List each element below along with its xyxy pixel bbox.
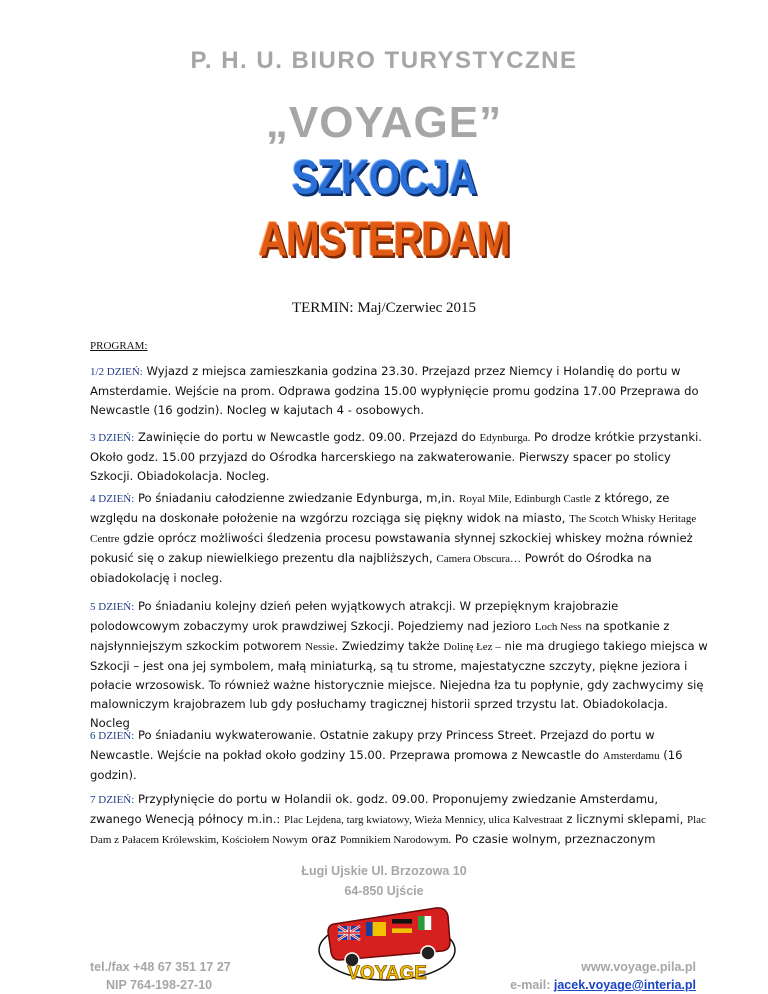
destination-scotland: SZKOCJA [291, 151, 477, 205]
place-name: The Scotch Whisky Heritage Centre [90, 513, 697, 545]
day-text: gdzie oprócz możliwości śledzenia procesu powstawania słynnej szkockiej whiskey można również pokusić się o zakup niewielkiego prezentu dla najbliższych, [90, 531, 693, 565]
program-heading: PROGRAM: [90, 340, 148, 352]
address-street: Ługi Ujskie Ul. Brzozowa 10 [301, 864, 467, 878]
day-label: 4 DZIEŃ: [90, 493, 135, 505]
day-label: 5 DZIEŃ: [90, 601, 135, 613]
day-1-2-description [90, 362, 708, 420]
place-name: Nessie [305, 641, 335, 653]
day-text: Po czasie wolnym, przeznaczonym [451, 832, 656, 846]
day-text: na spotkanie z najsłynniejszym szkockim potworem [90, 619, 670, 653]
day-text: . Zwiedzimy także [334, 639, 444, 653]
bus-logo-icon [316, 900, 458, 986]
day-text: (16 godzin). [90, 748, 683, 782]
website-link[interactable]: www.voyage.pila.pl [581, 960, 696, 974]
day-text: Po śniadaniu kolejny dzień pełen wyjątkowych atrakcji. W przepięknym krajobrazie polodowcowym zobaczymy urok prawdziwej Szkocji. Pojedziemy nad jezioro [90, 599, 619, 633]
place-name: Royal Mile, Edinburgh Castle [459, 493, 591, 505]
day-text: z którego, ze względu na doskonałe położenie na wzgórzu rozciąga się piękny widok na miasto, [90, 491, 670, 525]
place-name: Dolinę Łez – [443, 641, 501, 653]
day-5-description [90, 597, 708, 733]
place-name: Amsterdamu [602, 750, 660, 762]
place-name: Loch Ness [534, 621, 582, 633]
day-6-description [90, 726, 708, 785]
day-3-description [90, 428, 708, 486]
phone-fax: tel./fax +48 67 351 17 27 [90, 960, 231, 974]
place-name: Plac Dam z Pałacem Królewskim, Kościołem Nowym [90, 814, 706, 846]
tour-term: TERMIN: Maj/Czerwiec 2015 [291, 300, 477, 316]
place-name: Plac Lejdena, targ kwiatowy, Wieża Mennicy, ulica Kalvestraat [284, 814, 563, 826]
day-label: 7 DZIEŃ: [90, 794, 135, 806]
address-city: 64-850 Ujście [344, 884, 424, 898]
day-7-description [90, 790, 708, 850]
tax-id: NIP 764-198-27-10 [106, 978, 213, 992]
place-name: Camera Obscura… [436, 553, 522, 565]
day-label: 3 DZIEŃ: [90, 432, 135, 444]
place-name: Edynburga. [479, 432, 531, 444]
day-text: Po drodze krótkie przystanki. Około godz. 15.00 przyjazd do Ośrodka harcerskiego na zakwaterowanie. Pierwszy spacer po stolicy Szkocji. Obiadokolacja. Nocleg. [90, 430, 702, 483]
day-text: Po śniadaniu wykwaterowanie. Ostatnie zakupy przy Princess Street. Przejazd do portu w Newcastle. Wejście na pokład około godziny 15.00. Przeprawa promowa z Newcastle do [90, 728, 655, 762]
day-4-description [90, 489, 708, 588]
company-heading: P. H. U. BIURO TURYSTYCZNE [190, 47, 578, 74]
day-text: Przypłynięcie do portu w Holandii ok. godz. 09.00. Proponujemy zwiedzanie Amsterdamu, zwanego Wenecją północy m.in.: [90, 792, 659, 826]
day-label: 1/2 DZIEŃ: [90, 366, 143, 378]
email-line [510, 978, 696, 992]
destination-amsterdam: AMSTERDAM [258, 213, 510, 267]
place-name: Pomnikiem Narodowym. [339, 834, 452, 846]
day-label: 6 DZIEŃ: [90, 730, 135, 742]
email-label: e-mail: [510, 978, 554, 992]
day-text: Powrót do Ośrodka na obiadokolację i nocleg. [90, 551, 652, 585]
email-link[interactable]: jacek.voyage@interia.pl [553, 978, 696, 992]
agency-name: „VOYAGE” [265, 98, 503, 147]
day-text: nie ma drugiego takiego miejsca w Szkocji – jest ona jej symbolem, małą miniaturką, są tu strome, majestatyczne szczyty, piękne jeziora i połacie wrzosowisk. To również ważne historycznie miejsce. Niejedna łza tu popłynie, gdy zachwycimy się malowniczym krajobrazem lub gdy posłuchamy tragicznej historii sprzed trzystu lat. Obiadokolacja. Nocleg [90, 639, 708, 730]
day-text: z licznymi sklepami, [562, 812, 687, 826]
day-text: Wyjazd z miejsca zamieszkania godzina 23.30. Przejazd przez Niemcy i Holandię do portu w Amsterdamie. Wejście na prom. Odprawa godzina 15.00 wypłynięcie promu godzina 17.00 Przeprawa do Newcastle (16 godzin). Nocleg w kajutach 4 - osobowych. [90, 364, 699, 417]
logo-text: VOYAGE [347, 963, 427, 984]
day-text: oraz [307, 832, 340, 846]
day-text: Zawinięcie do portu w Newcastle godz. 09.00. Przejazd do [137, 430, 480, 444]
day-text: Po śniadaniu całodzienne zwiedzanie Edynburga, m,in. [137, 491, 460, 505]
